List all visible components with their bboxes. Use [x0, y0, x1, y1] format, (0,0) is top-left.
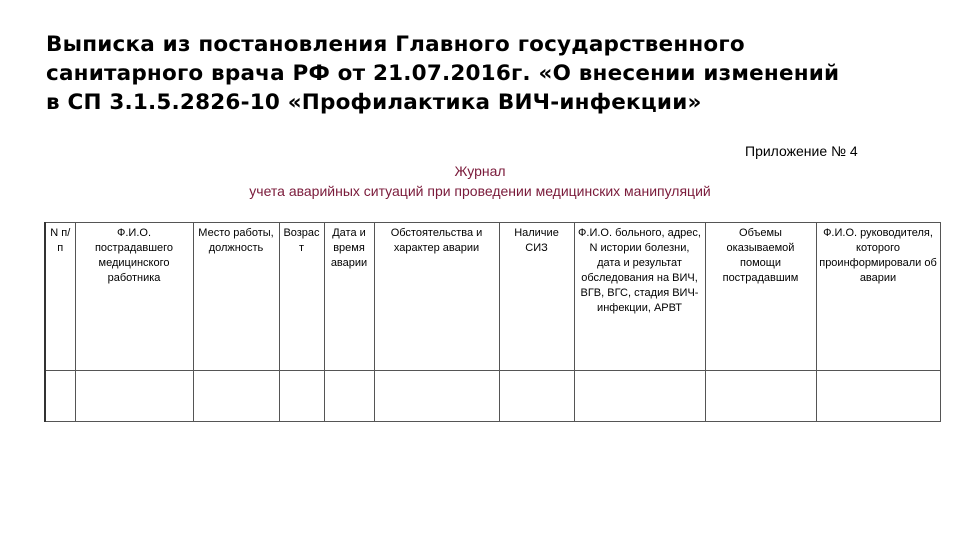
- column-header: Наличие СИЗ: [499, 223, 574, 371]
- column-header: Ф.И.О. руководителя, которого проинформировали об аварии: [816, 223, 940, 371]
- incident-log-table: [44, 222, 941, 422]
- column-header: Место работы, должность: [193, 223, 279, 371]
- column-header: Объемы оказываемой помощи пострадавшим: [705, 223, 816, 371]
- table-header-row: [45, 223, 940, 371]
- title-line-1: Выписка из постановления Главного государственного: [46, 32, 745, 57]
- column-header: N п/п: [45, 223, 75, 371]
- table-cell: [45, 371, 75, 422]
- title-line-3: в СП 3.1.5.2826-10 «Профилактика ВИЧ-инфекции»: [46, 90, 702, 115]
- journal-title: Журнал: [454, 163, 506, 179]
- table-cell: [499, 371, 574, 422]
- table-cell: [193, 371, 279, 422]
- table-cell: [324, 371, 374, 422]
- column-header: Возраст: [279, 223, 324, 371]
- table-cell: [574, 371, 705, 422]
- column-header: Дата и время аварии: [324, 223, 374, 371]
- title-line-2: санитарного врача РФ от 21.07.2016г. «О внесении изменений: [46, 61, 840, 86]
- table-cell: [705, 371, 816, 422]
- journal-subtitle: учета аварийных ситуаций при проведении медицинских манипуляций: [249, 183, 711, 199]
- table-cell: [374, 371, 499, 422]
- table-cell: [279, 371, 324, 422]
- table-cell: [75, 371, 193, 422]
- table-cell: [816, 371, 940, 422]
- column-header: Ф.И.О. больного, адрес, N истории болезни, дата и результат обследования на ВИЧ, ВГВ, ВГС, стадия ВИЧ-инфекции, АРВТ: [574, 223, 705, 371]
- column-header: Обстоятельства и характер аварии: [374, 223, 499, 371]
- appendix-label: Приложение № 4: [745, 143, 858, 159]
- document-title: [46, 30, 936, 117]
- column-header: Ф.И.О. пострадавшего медицинского работника: [75, 223, 193, 371]
- table-row: [45, 371, 940, 422]
